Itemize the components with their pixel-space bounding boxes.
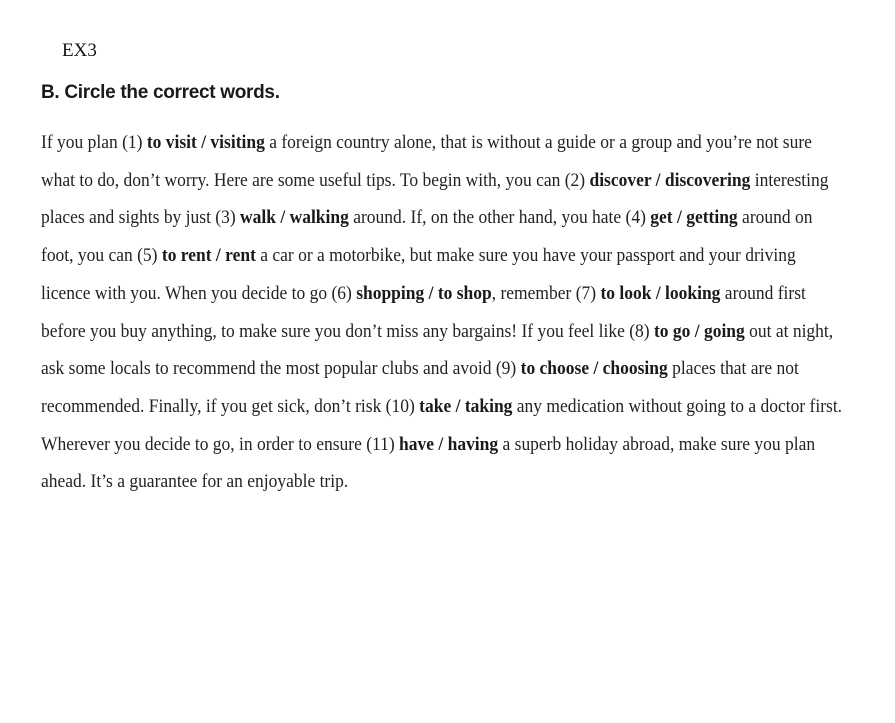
passage-text: any medication without going to a doctor first. [512, 395, 843, 417]
answer-choice: take / taking [419, 395, 513, 417]
answer-choice: to choose / choosing [520, 358, 668, 380]
passage-line [41, 237, 795, 275]
passage-text: around first [720, 282, 806, 304]
passage-text: interesting [750, 169, 829, 191]
answer-choice: to rent / rent [161, 245, 256, 267]
exercise-label: EX3 [62, 40, 97, 61]
passage-line [41, 162, 829, 200]
passage-text: a car or a motorbike, but make sure you have your passport and your driving [255, 245, 796, 267]
passage-text: places and sights by just (3) [41, 207, 241, 229]
passage-text: recommended. Finally, if you get sick, don’t risk (10) [41, 395, 420, 417]
passage-line [41, 199, 813, 237]
answer-choice: to look / looking [600, 282, 721, 304]
answer-choice: shopping / to shop [356, 282, 492, 304]
passage-line [41, 463, 795, 501]
passage-text: what to do, don’t worry. Here are some useful tips. To begin with, you can (2) [41, 169, 590, 191]
exercise-heading: B. Circle the correct words. [41, 82, 280, 103]
passage-text: around on [737, 207, 813, 229]
answer-choice: to go / going [653, 320, 745, 342]
answer-choice: have / having [399, 433, 499, 455]
passage-text: around. If, on the other hand, you hate (4) [348, 207, 651, 229]
passage-text: licence with you. When you decide to go (6) [41, 282, 357, 304]
answer-choice: discover / discovering [589, 169, 751, 191]
answer-choice: get / getting [650, 207, 738, 229]
passage-text: Wherever you decide to go, in order to ensure (11) [41, 433, 400, 455]
passage-text: out at night, [744, 320, 834, 342]
passage-text: a superb holiday abroad, make sure you plan [498, 433, 816, 455]
passage-line [41, 313, 834, 351]
passage-line [41, 350, 799, 388]
passage-text: foot, you can (5) [41, 245, 162, 267]
passage-text: ahead. It’s a guarantee for an enjoyable trip. [41, 471, 349, 493]
passage-line [41, 275, 806, 313]
passage-text: ask some locals to recommend the most popular clubs and avoid (9) [41, 358, 521, 380]
answer-choice: walk / walking [240, 207, 349, 229]
passage-text: places that are not [667, 358, 799, 380]
exercise-passage [41, 124, 861, 501]
passage-text: before you buy anything, to make sure you don’t miss any bargains! If you feel like (8) [41, 320, 654, 342]
passage-text: , remember (7) [491, 282, 601, 304]
passage-line [41, 124, 812, 162]
passage-text: a foreign country alone, that is without a guide or a group and you’re not sure [264, 132, 812, 153]
passage-text: If you plan (1) [41, 132, 147, 153]
passage-line [41, 426, 816, 464]
answer-choice: to visit / visiting [146, 132, 265, 153]
passage-line [41, 388, 843, 426]
